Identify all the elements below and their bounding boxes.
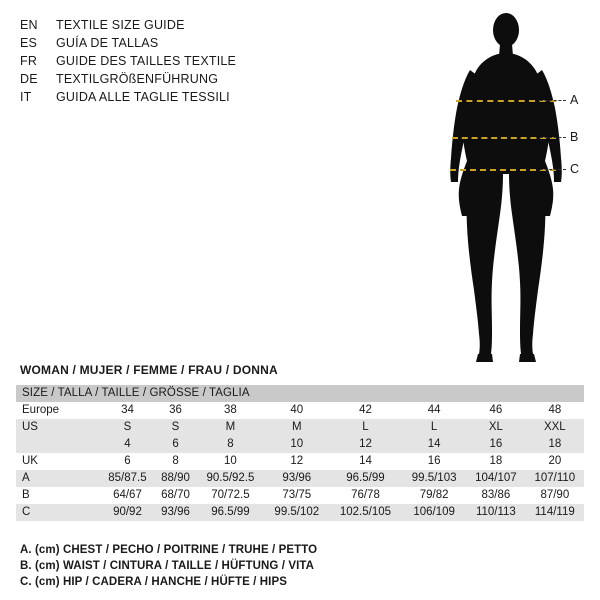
cell: 64/67 bbox=[100, 487, 155, 504]
cell: S bbox=[100, 419, 155, 436]
language-header-block bbox=[20, 16, 320, 106]
cell: 90.5/92.5 bbox=[196, 470, 265, 487]
cell: 12 bbox=[265, 453, 329, 470]
cell: 42 bbox=[329, 402, 402, 419]
cell: L bbox=[329, 419, 402, 436]
language-row-fr bbox=[20, 52, 320, 70]
cell: 10 bbox=[196, 453, 265, 470]
cell: M bbox=[265, 419, 329, 436]
cell: 16 bbox=[402, 453, 466, 470]
cell: 8 bbox=[196, 436, 265, 453]
language-text-de: TEXTILGRÖßENFÜHRUNG bbox=[56, 72, 219, 86]
cell: 34 bbox=[100, 402, 155, 419]
language-row-de bbox=[20, 70, 320, 88]
row-label bbox=[16, 436, 100, 453]
cell: 76/78 bbox=[329, 487, 402, 504]
cell: M bbox=[196, 419, 265, 436]
cell: 44 bbox=[402, 402, 466, 419]
cell: 20 bbox=[526, 453, 584, 470]
cell: 106/109 bbox=[402, 504, 466, 521]
cell: 99.5/102 bbox=[265, 504, 329, 521]
language-code-en: EN bbox=[20, 18, 38, 32]
cell: 90/92 bbox=[100, 504, 155, 521]
table-row bbox=[16, 453, 584, 470]
measure-label-b: B bbox=[570, 130, 579, 144]
table-row bbox=[16, 470, 584, 487]
cell: 38 bbox=[196, 402, 265, 419]
cell: 87/90 bbox=[526, 487, 584, 504]
waist-leader-line bbox=[540, 137, 566, 138]
cell: 12 bbox=[329, 436, 402, 453]
row-label: Europe bbox=[16, 402, 100, 419]
cell: 8 bbox=[155, 453, 196, 470]
table-row bbox=[16, 419, 584, 436]
female-body-figure bbox=[400, 8, 590, 368]
cell: S bbox=[155, 419, 196, 436]
size-table bbox=[16, 385, 584, 521]
cell: 79/82 bbox=[402, 487, 466, 504]
table-header-row bbox=[16, 385, 584, 402]
language-code-de: DE bbox=[20, 72, 38, 86]
cell: 36 bbox=[155, 402, 196, 419]
cell: 68/70 bbox=[155, 487, 196, 504]
cell: 93/96 bbox=[155, 504, 196, 521]
row-label: C bbox=[16, 504, 100, 521]
language-row-it bbox=[20, 88, 320, 106]
table-row bbox=[16, 436, 584, 453]
cell: 48 bbox=[526, 402, 584, 419]
cell: 96.5/99 bbox=[329, 470, 402, 487]
cell: L bbox=[402, 419, 466, 436]
language-code-es: ES bbox=[20, 36, 38, 50]
legend-row-c: C. (cm) HIP / CADERA / HANCHE / HÜFTE / HIPS bbox=[20, 576, 288, 588]
language-text-es: GUÍA DE TALLAS bbox=[56, 36, 159, 50]
table-row bbox=[16, 487, 584, 504]
hip-leader-line bbox=[540, 169, 566, 170]
chest-leader-line bbox=[540, 100, 566, 101]
cell: 102.5/105 bbox=[329, 504, 402, 521]
language-row-en bbox=[20, 16, 320, 34]
cell: 73/75 bbox=[265, 487, 329, 504]
cell: 110/113 bbox=[466, 504, 526, 521]
cell: 70/72.5 bbox=[196, 487, 265, 504]
cell: 6 bbox=[155, 436, 196, 453]
legend-row-a: A. (cm) CHEST / PECHO / POITRINE / TRUHE / PETTO bbox=[20, 544, 318, 556]
row-label: B bbox=[16, 487, 100, 504]
legend-row-b: B. (cm) WAIST / CINTURA / TAILLE / HÜFTUNG / VITA bbox=[20, 560, 315, 572]
cell: 93/96 bbox=[265, 470, 329, 487]
cell: 14 bbox=[329, 453, 402, 470]
cell: 18 bbox=[466, 453, 526, 470]
table-header-label: SIZE / TALLA / TAILLE / GRÖSSE / TAGLIA bbox=[22, 387, 250, 399]
cell: 114/119 bbox=[526, 504, 584, 521]
measure-label-a: A bbox=[570, 93, 579, 107]
cell: 88/90 bbox=[155, 470, 196, 487]
cell: 10 bbox=[265, 436, 329, 453]
cell: 104/107 bbox=[466, 470, 526, 487]
cell: 16 bbox=[466, 436, 526, 453]
cell: 107/110 bbox=[526, 470, 584, 487]
language-code-it: IT bbox=[20, 90, 32, 104]
cell: 18 bbox=[526, 436, 584, 453]
cell: 6 bbox=[100, 453, 155, 470]
measurement-legend bbox=[20, 542, 580, 590]
language-code-fr: FR bbox=[20, 54, 38, 68]
language-row-es bbox=[20, 34, 320, 52]
table-row bbox=[16, 402, 584, 419]
row-label: A bbox=[16, 470, 100, 487]
cell: 40 bbox=[265, 402, 329, 419]
cell: 46 bbox=[466, 402, 526, 419]
language-text-fr: GUIDE DES TAILLES TEXTILE bbox=[56, 54, 237, 68]
row-label: UK bbox=[16, 453, 100, 470]
table-row bbox=[16, 504, 584, 521]
cell: 4 bbox=[100, 436, 155, 453]
language-text-en: TEXTILE SIZE GUIDE bbox=[56, 18, 185, 32]
section-title-woman: WOMAN / MUJER / FEMME / FRAU / DONNA bbox=[20, 363, 278, 377]
cell: 85/87.5 bbox=[100, 470, 155, 487]
cell: 83/86 bbox=[466, 487, 526, 504]
female-silhouette-icon bbox=[400, 8, 590, 368]
cell: 14 bbox=[402, 436, 466, 453]
cell: 99.5/103 bbox=[402, 470, 466, 487]
language-text-it: GUIDA ALLE TAGLIE TESSILI bbox=[56, 90, 230, 104]
cell: XL bbox=[466, 419, 526, 436]
cell: 96.5/99 bbox=[196, 504, 265, 521]
cell: XXL bbox=[526, 419, 584, 436]
row-label: US bbox=[16, 419, 100, 436]
measure-label-c: C bbox=[570, 162, 580, 176]
